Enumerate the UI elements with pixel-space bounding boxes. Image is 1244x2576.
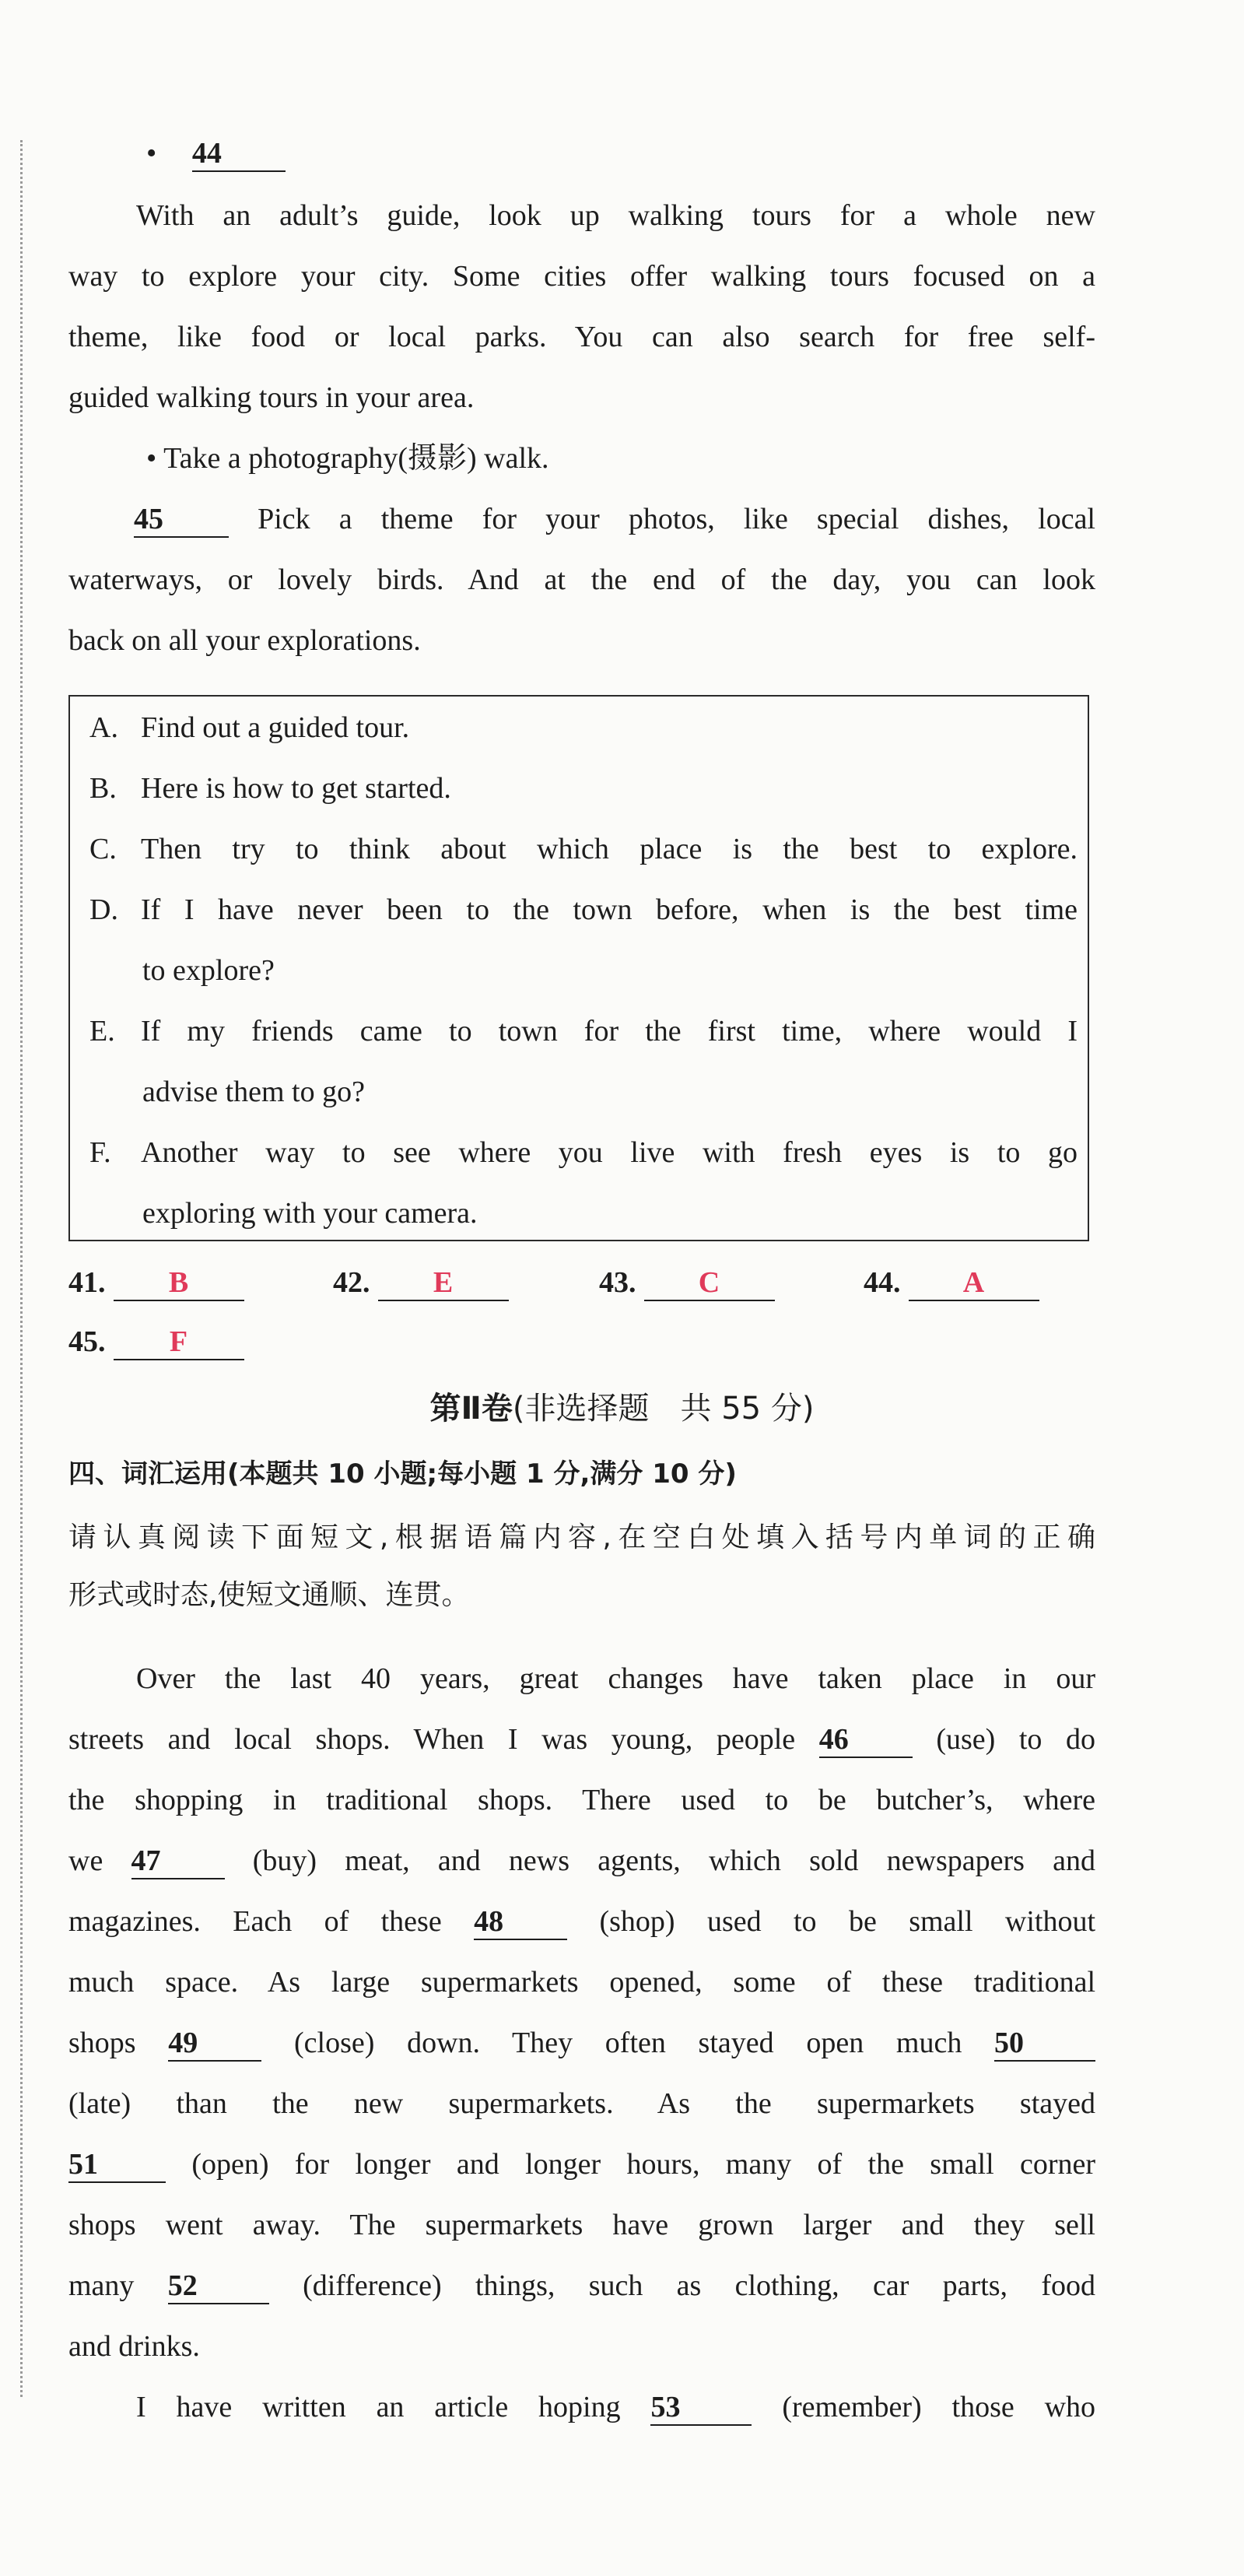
option-d: D. If I have never been to the town before, when is the best time: [89, 893, 1078, 926]
answer-43: 43. C: [599, 1265, 775, 1312]
para2-line: back on all your explorations.: [68, 624, 421, 657]
blank-52: 52: [168, 2269, 269, 2304]
passage-line: (late) than the new supermarkets. As the supermarkets stayed: [68, 2087, 1095, 2120]
option-c: C. Then try to think about which place is the best to explore.: [89, 833, 1078, 865]
para1-line: theme, like food or local parks. You can also search for free self-: [68, 321, 1095, 353]
passage-line: Over the last 40 years, great changes have taken place in our: [136, 1662, 1095, 1695]
option-e-cont: advise them to go?: [142, 1076, 365, 1108]
answer-44: 44. A: [864, 1265, 1039, 1312]
item-44-line: [146, 123, 1106, 184]
instructions-line: 请认真阅读下面短文,根据语篇内容,在空白处填入括号内单词的正确: [68, 1521, 1095, 1553]
option-e: E. If my friends came to town for the first time, where would I: [89, 1015, 1078, 1048]
bullet: •: [146, 137, 157, 170]
passage-line: shops 49 (close) down. They often stayed open much 50: [68, 2013, 1095, 2073]
option-b: B. Here is how to get started.: [89, 772, 451, 805]
blank-51: 51: [68, 2147, 166, 2183]
passage-line: 51 (open) for longer and longer hours, many of the small corner: [68, 2134, 1095, 2195]
section-title: 第Ⅱ卷(非选择题 共 55 分): [429, 1391, 815, 1427]
para2-line: waterways, or lovely birds. And at the end of the day, you can look: [68, 563, 1095, 596]
para1-line: guided walking tours in your area.: [68, 381, 475, 414]
option-a: A. Find out a guided tour.: [89, 711, 410, 744]
blank-49: 49: [168, 2026, 261, 2062]
para2-text: Pick a theme for your photos, like special dishes, local: [258, 503, 1095, 535]
blank-47: 47: [131, 1844, 225, 1879]
blank-48: 48: [474, 1904, 567, 1940]
blank-50: 50: [994, 2026, 1095, 2062]
passage-line: we 47 (buy) meat, and news agents, which sold newspapers and: [68, 1830, 1095, 1891]
bullet-photography-walk: • Take a photography(摄影) walk.: [146, 442, 549, 475]
blank-44: 44: [192, 136, 286, 172]
blank-45: 45: [134, 502, 229, 538]
answer-45: 45. F: [68, 1325, 244, 1371]
instructions-line: 形式或时态,使短文通顺、连贯。: [68, 1579, 470, 1611]
blank-53: 53: [650, 2390, 752, 2426]
answer-41: 41. B: [68, 1265, 244, 1312]
binding-margin-line: [20, 140, 23, 2397]
passage-line: streets and local shops. When I was young, people 46 (use) to do: [68, 1709, 1095, 1770]
passage-line: shops went away. The supermarkets have grown larger and they sell: [68, 2209, 1095, 2241]
para1-line: way to explore your city. Some cities offer walking tours focused on a: [68, 260, 1095, 293]
option-d-cont: to explore?: [142, 954, 275, 987]
option-f-cont: exploring with your camera.: [142, 1197, 478, 1230]
answer-42: 42. E: [333, 1265, 509, 1312]
passage-line: I have written an article hoping 53 (remember) those who: [136, 2377, 1095, 2437]
passage-line: the shopping in traditional shops. There used to be butcher’s, where: [68, 1784, 1095, 1816]
option-f: F. Another way to see where you live with fresh eyes is to go: [89, 1136, 1078, 1169]
blank-46: 46: [819, 1722, 913, 1758]
passage-line: much space. As large supermarkets opened, some of these traditional: [68, 1966, 1095, 1999]
passage-line: magazines. Each of these 48 (shop) used to be small without: [68, 1891, 1095, 1952]
passage-line: and drinks.: [68, 2330, 200, 2363]
para2-line: [134, 489, 1095, 549]
section-heading: 四、词汇运用(本题共 10 小题;每小题 1 分,满分 10 分): [68, 1458, 737, 1490]
passage-line: many 52 (difference) things, such as clothing, car parts, food: [68, 2255, 1095, 2316]
para1-line: With an adult’s guide, look up walking tours for a whole new: [136, 199, 1095, 232]
